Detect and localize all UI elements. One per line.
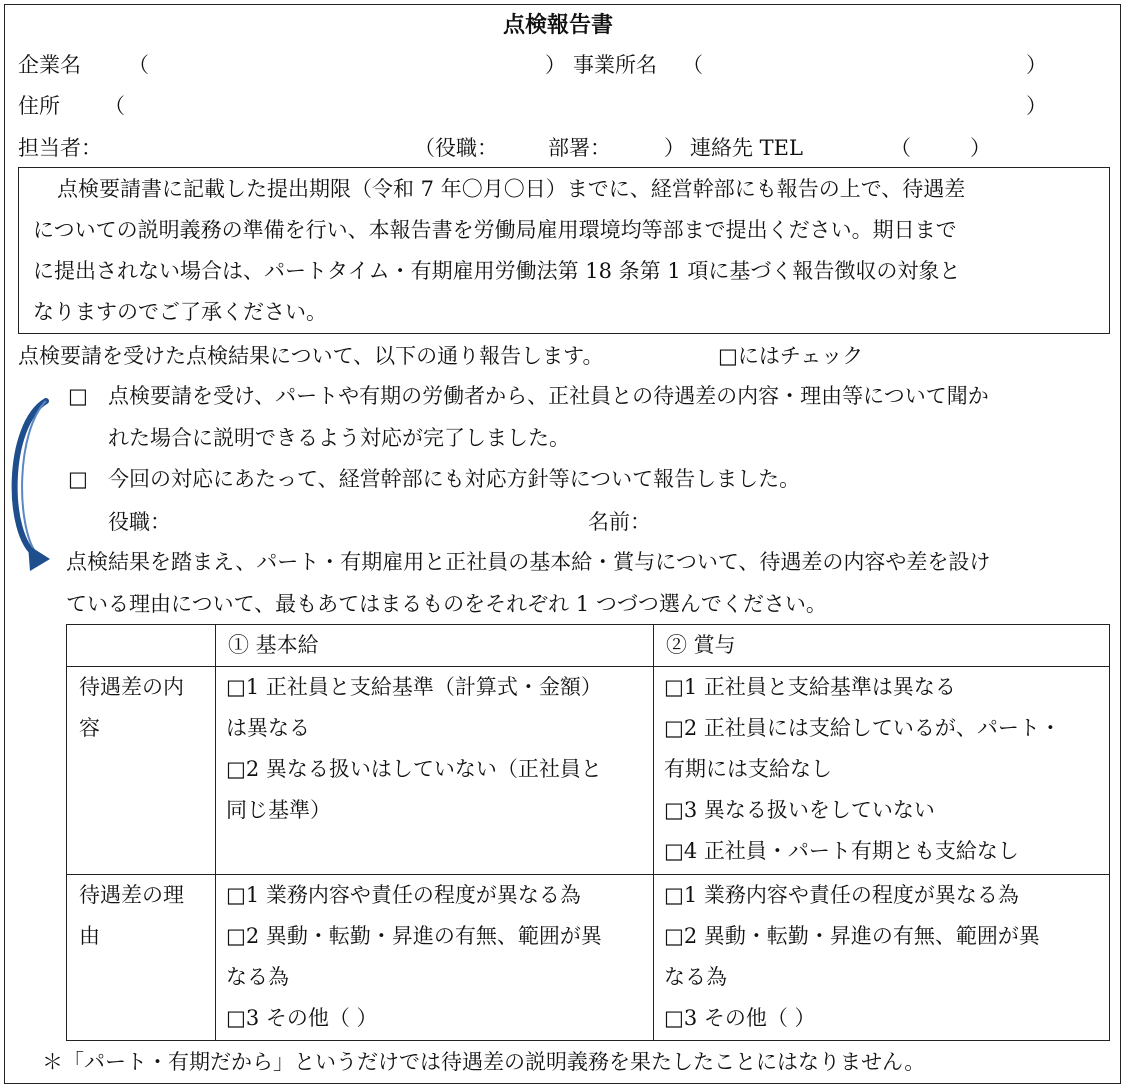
option-item-cont: 同じ基準）: [226, 798, 331, 822]
base-salary-content-cell: [216, 667, 654, 875]
office-name-field[interactable]: [700, 50, 1020, 80]
check-hint: □にはチェック: [718, 344, 864, 368]
reporter-role-label: 役職：: [108, 510, 171, 534]
address-open-paren: （: [104, 94, 125, 118]
notice-line: に提出されない場合は、パートタイム・有期雇用労働法第 18 条第 1 項に基づく報告徴収の対象と: [33, 259, 961, 283]
intro-text: 点検要請を受けた点検結果について、以下の通り報告します。: [18, 344, 604, 368]
option-item[interactable]: □3 異なる扱いをしていない: [664, 798, 935, 822]
option-item-other[interactable]: □3 その他（ ）: [226, 1006, 378, 1030]
tel-label: 連絡先 TEL: [690, 136, 803, 160]
option-item[interactable]: □4 正社員・パート有期とも支給なし: [664, 839, 1019, 863]
option-item-cont: 有期には支給なし: [664, 757, 832, 781]
executive-report-text: 今回の対応にあたって、経営幹部にも対応方針等について報告しました。: [108, 467, 801, 491]
option-item-other[interactable]: □3 その他（ ）: [664, 1006, 816, 1030]
role-label: （役職：: [414, 136, 498, 160]
table-corner-cell: [67, 625, 216, 667]
option-item[interactable]: □2 異動・転勤・昇進の有無、範囲が異: [226, 924, 602, 948]
notice-box: [18, 167, 1110, 334]
tel-open-paren: （: [890, 136, 911, 160]
header-base-salary: ① 基本給: [216, 625, 654, 667]
option-item[interactable]: □1 業務内容や責任の程度が異なる為: [664, 883, 1019, 907]
tel-close-paren: ）: [970, 136, 991, 160]
option-item-cont: なる為: [664, 965, 727, 989]
completion-checkbox[interactable]: □: [68, 384, 88, 408]
bonus-content-cell: [654, 667, 1110, 875]
notice-line: 点検要請書に記載した提出期限（令和 7 年〇月〇日）までに、経営幹部にも報告の上で、待遇差: [57, 177, 966, 201]
company-open-paren: （: [128, 53, 149, 77]
role-close-paren: ）: [664, 136, 685, 160]
page-title: 点検報告書: [503, 12, 614, 38]
office-close-paren: ）: [1026, 53, 1047, 77]
option-item-cont: は異なる: [226, 716, 310, 740]
row-label-content: 待遇差の内 容: [67, 667, 216, 875]
curved-arrow-icon: [6, 395, 56, 575]
company-name-field[interactable]: [140, 50, 540, 80]
address-label: 住所: [18, 94, 60, 118]
option-item[interactable]: □2 正社員には支給しているが、パート・: [664, 716, 1061, 740]
base-salary-reason-cell: [216, 875, 654, 1041]
address-field[interactable]: [124, 91, 1014, 121]
department-label: 部署：: [548, 136, 611, 160]
person-field[interactable]: [120, 133, 410, 163]
difference-table: [66, 624, 1110, 1041]
header-bonus: ② 賞与: [654, 625, 1110, 667]
notice-line: なりますのでご了承ください。: [33, 300, 327, 324]
completion-text: れた場合に説明できるよう対応が完了しました。: [108, 426, 570, 450]
office-open-paren: （: [682, 53, 703, 77]
bonus-reason-cell: [654, 875, 1110, 1041]
instruction-text: 点検結果を踏まえ、パート・有期雇用と正社員の基本給・賞与について、待遇差の内容や差を設け: [66, 550, 991, 574]
option-item[interactable]: □1 業務内容や責任の程度が異なる為: [226, 883, 581, 907]
row-label-reason: 待遇差の理 由: [67, 875, 216, 1041]
option-item[interactable]: □2 異なる扱いはしていない（正社員と: [226, 757, 602, 781]
notice-line: についての説明義務の準備を行い、本報告書を労働局雇用環境均等部まで提出ください。期日まで: [33, 218, 957, 242]
completion-text: 点検要請を受け、パートや有期の労働者から、正社員との待遇差の内容・理由等について聞か: [108, 384, 989, 408]
option-item[interactable]: □1 正社員と支給基準は異なる: [664, 675, 956, 699]
footnote: ＊「パート・有期だから」というだけでは待遇差の説明義務を果たしたことにはなりません。: [42, 1050, 926, 1074]
office-label: 事業所名: [573, 53, 657, 77]
instruction-text: ている理由について、最もあてはまるものをそれぞれ 1 つづつ選んでください。: [66, 592, 827, 616]
reporter-name-label: 名前：: [588, 510, 651, 534]
option-item-cont: なる為: [226, 965, 289, 989]
address-close-paren: ）: [1026, 94, 1047, 118]
company-label: 企業名: [18, 53, 81, 77]
reporter-role-field[interactable]: [180, 507, 570, 537]
option-item[interactable]: □1 正社員と支給基準（計算式・金額）: [226, 675, 602, 699]
company-close-paren: ）: [545, 53, 566, 77]
executive-report-checkbox[interactable]: □: [68, 467, 88, 491]
person-label: 担当者：: [18, 136, 102, 160]
option-item[interactable]: □2 異動・転勤・昇進の有無、範囲が異: [664, 924, 1040, 948]
reporter-name-field[interactable]: [660, 507, 1060, 537]
